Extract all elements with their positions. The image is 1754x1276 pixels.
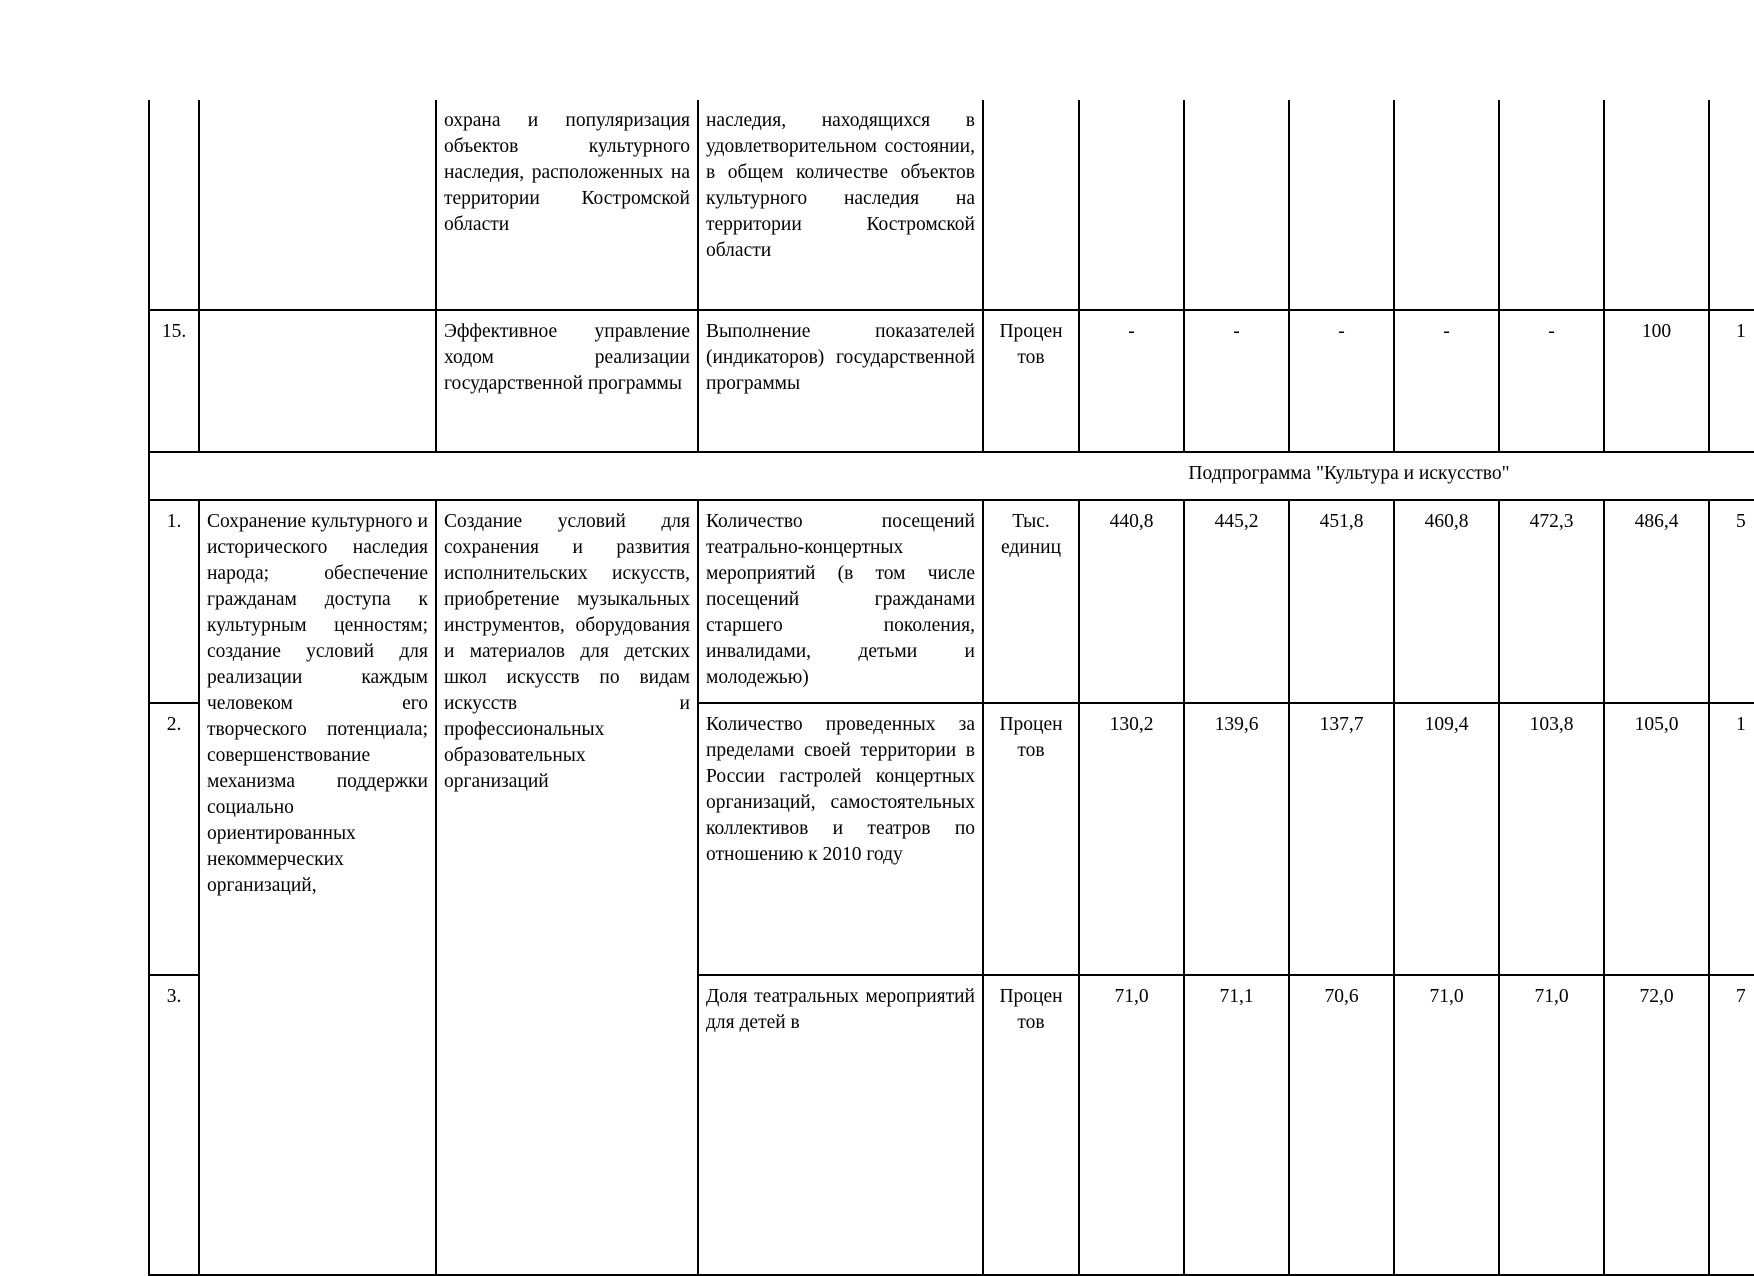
cell-indicator: наследия, находящихся в удовлетворительном состоянии, в общем количестве объектов культурного наследия на территории Костромской области bbox=[698, 100, 983, 310]
cell-value: 71,0 bbox=[1394, 975, 1499, 1275]
table-row bbox=[149, 100, 1754, 310]
cell-value: 70,6 bbox=[1289, 975, 1394, 1275]
cell-indicator: Количество посещений театрально-концертных мероприятий (в том числе посещений гражданами старшего поколения, инвалидами, детьми и молодежью) bbox=[698, 500, 983, 703]
cell-value: - bbox=[1394, 310, 1499, 452]
cell-unit bbox=[983, 100, 1079, 310]
cell-value-cut: 1 bbox=[1709, 310, 1754, 452]
cell-unit: Процен тов bbox=[983, 310, 1079, 452]
cell-value: - bbox=[1079, 310, 1184, 452]
cell-value: 72,0 bbox=[1604, 975, 1709, 1275]
program-indicators-table bbox=[148, 100, 1754, 1276]
table-row bbox=[149, 310, 1754, 452]
cell-indicator: Выполнение показателей (индикаторов) государственной программы bbox=[698, 310, 983, 452]
cell-value: 103,8 bbox=[1499, 703, 1604, 975]
cell-value: - bbox=[1289, 310, 1394, 452]
cell-value: 139,6 bbox=[1184, 703, 1289, 975]
cell-empty bbox=[1499, 100, 1604, 310]
cell-unit: Тыс. единиц bbox=[983, 500, 1079, 703]
cell-indicator: Доля театральных мероприятий для детей в bbox=[698, 975, 983, 1275]
cell-direction: охрана и популяризация объектов культурного наследия, расположенных на территории Костромской области bbox=[436, 100, 698, 310]
cell-goal: Сохранение культурного и исторического наследия народа; обеспечение гражданам доступа к культурным ценностям; создание условий для реализации каждым человеком его творческого потенциала; совершенствование механизма поддержки социально ориентированных некоммерческих организаций, bbox=[199, 500, 436, 1275]
cell-value: 486,4 bbox=[1604, 500, 1709, 703]
cell-value: 71,0 bbox=[1079, 975, 1184, 1275]
cell-value: - bbox=[1499, 310, 1604, 452]
cell-goal bbox=[199, 310, 436, 452]
cell-row-number: 2. bbox=[149, 703, 199, 975]
cell-unit: Процен тов bbox=[983, 975, 1079, 1275]
cell-row-number: 3. bbox=[149, 975, 199, 1275]
cell-value: - bbox=[1184, 310, 1289, 452]
cell-value: 472,3 bbox=[1499, 500, 1604, 703]
cell-value-cut: 1 bbox=[1709, 703, 1754, 975]
cell-value: 445,2 bbox=[1184, 500, 1289, 703]
subprogram-header-row bbox=[149, 452, 1754, 500]
cell-direction: Эффективное управление ходом реализации государственной программы bbox=[436, 310, 698, 452]
subprogram-header-cell: Подпрограмма "Культура и искусство" bbox=[149, 452, 1754, 500]
cell-value: 71,0 bbox=[1499, 975, 1604, 1275]
cell-value: 130,2 bbox=[1079, 703, 1184, 975]
cell-row-number: 15. bbox=[149, 310, 199, 452]
cell-goal bbox=[199, 100, 436, 310]
cell-unit: Процен тов bbox=[983, 703, 1079, 975]
cell-value: 440,8 bbox=[1079, 500, 1184, 703]
cell-value: 100 bbox=[1604, 310, 1709, 452]
cell-empty bbox=[1709, 100, 1754, 310]
cell-empty bbox=[1289, 100, 1394, 310]
cell-empty bbox=[1079, 100, 1184, 310]
cell-value: 137,7 bbox=[1289, 703, 1394, 975]
table-row bbox=[149, 500, 1754, 703]
cell-empty bbox=[1394, 100, 1499, 310]
cell-empty bbox=[1184, 100, 1289, 310]
cell-value-cut: 5 bbox=[1709, 500, 1754, 703]
cell-value: 71,1 bbox=[1184, 975, 1289, 1275]
cell-indicator: Количество проведенных за пределами своей территории в России гастролей концертных организаций, самостоятельных коллективов и театров по отношению к 2010 году bbox=[698, 703, 983, 975]
cell-value: 460,8 bbox=[1394, 500, 1499, 703]
cell-direction: Создание условий для сохранения и развития исполнительских искусств, приобретение музыкальных инструментов, оборудования и материалов для детских школ искусств по видам искусств и профессиональных образовательных организаций bbox=[436, 500, 698, 1275]
cell-empty bbox=[1604, 100, 1709, 310]
cell-value-cut: 7 bbox=[1709, 975, 1754, 1275]
cell-row-number: 1. bbox=[149, 500, 199, 703]
cell-value: 109,4 bbox=[1394, 703, 1499, 975]
cell-value: 451,8 bbox=[1289, 500, 1394, 703]
cell-row-number bbox=[149, 100, 199, 310]
cell-value: 105,0 bbox=[1604, 703, 1709, 975]
